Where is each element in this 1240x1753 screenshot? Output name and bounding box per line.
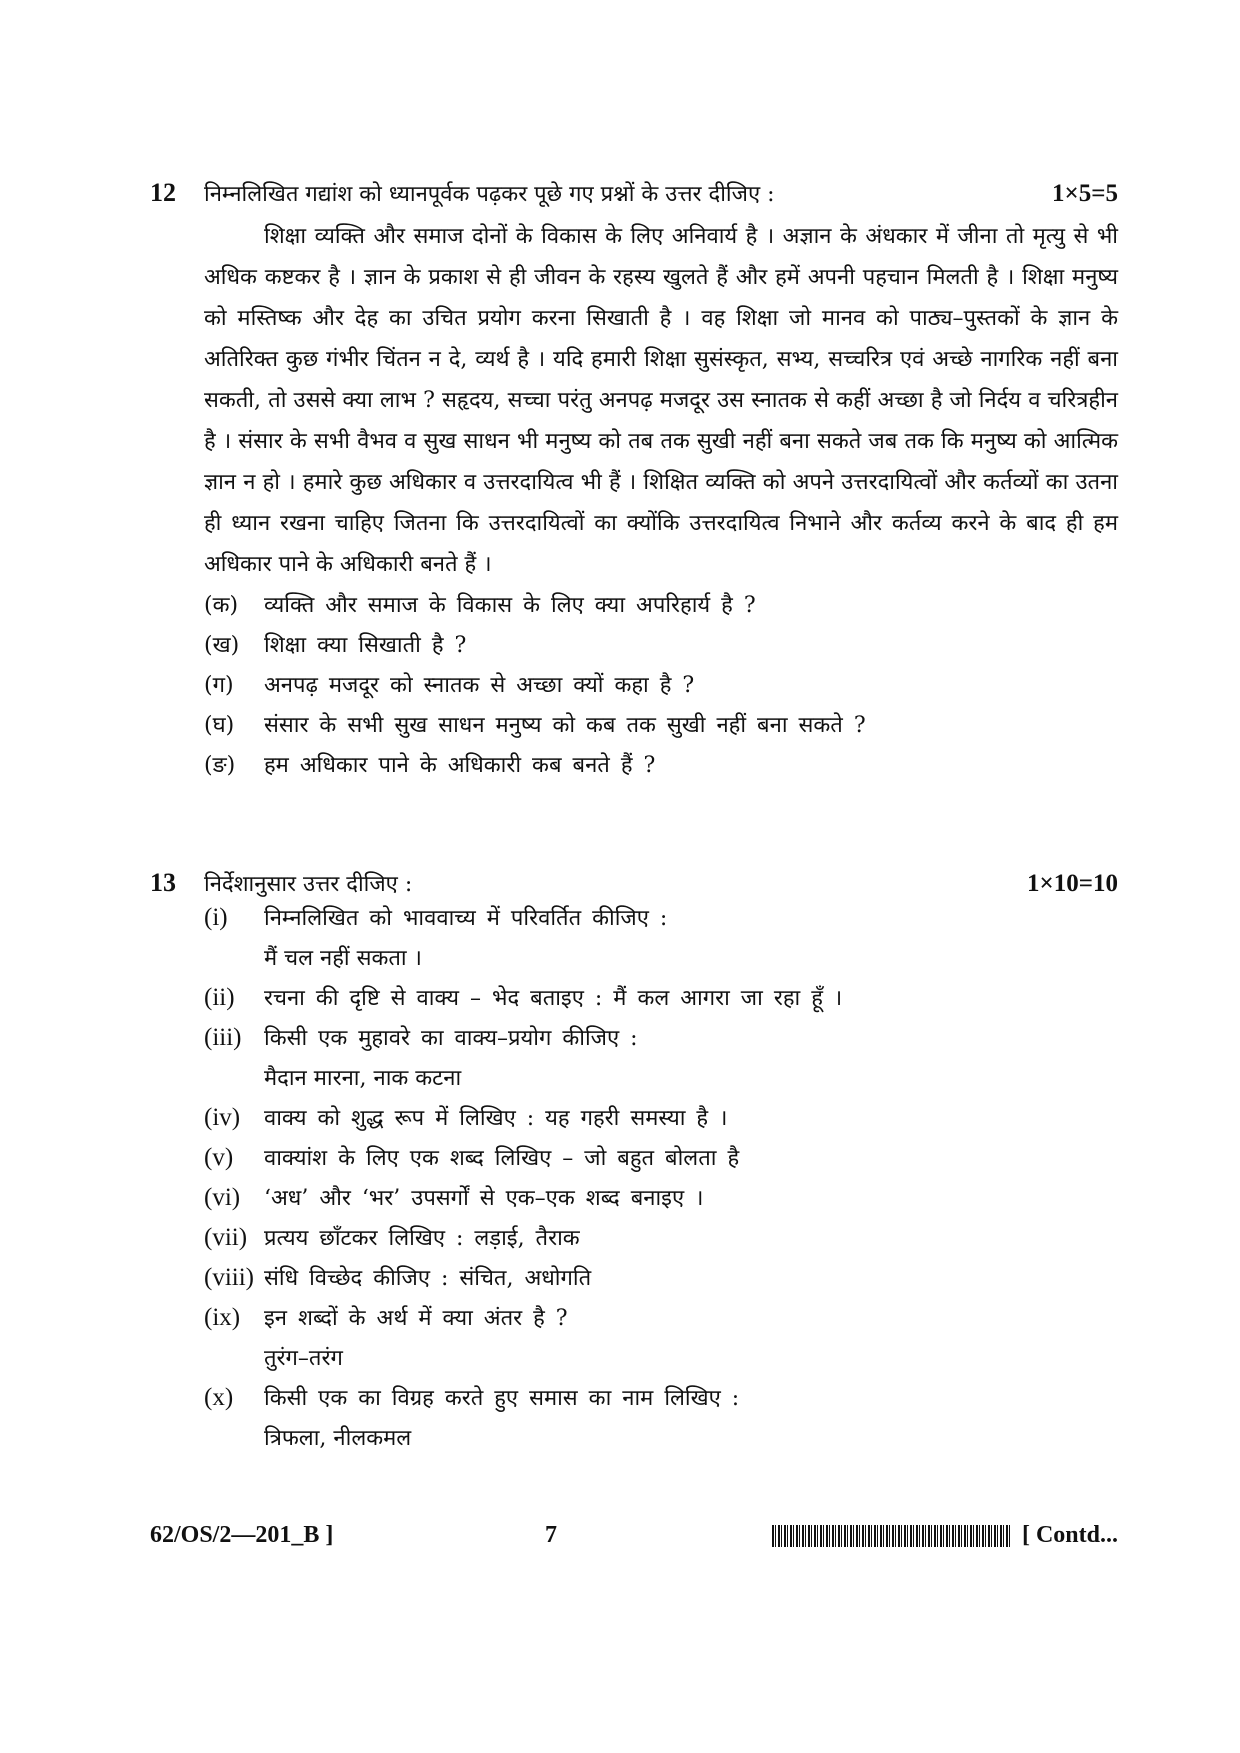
item-text: वाक्यांश के लिए एक शब्द लिखिए – जो बहुत बोलता है xyxy=(264,1146,740,1171)
item-subtext: तुरंग–तरंग xyxy=(264,1346,343,1371)
question-number: 13 xyxy=(150,868,176,897)
page-number: 7 xyxy=(544,1522,557,1548)
item-label: (ग) xyxy=(204,673,234,698)
item-label: (ख) xyxy=(204,633,240,658)
list-item xyxy=(204,1142,1118,1182)
item-text: संसार के सभी सुख साधन मनुष्य को कब तक सुखी नहीं बना सकते ? xyxy=(264,713,866,738)
item-label: (vi) xyxy=(204,1184,241,1211)
list-item xyxy=(204,749,1118,789)
question-13-header xyxy=(150,868,1118,898)
item-label: (ङ) xyxy=(204,753,236,778)
page-footer xyxy=(150,1522,1118,1549)
list-item xyxy=(204,1222,1118,1262)
contd-label: [ Contd... xyxy=(1021,1522,1118,1548)
list-item xyxy=(204,1262,1118,1302)
item-label: (v) xyxy=(204,1144,234,1171)
item-text: इन शब्दों के अर्थ में क्या अंतर है ? xyxy=(264,1306,568,1331)
question-number: 12 xyxy=(150,178,176,207)
question-12-header xyxy=(150,178,1118,208)
list-item xyxy=(204,982,1118,1022)
question-title: निम्नलिखित गद्यांश को ध्यानपूर्वक पढ़कर पूछे गए प्रश्नों के उत्तर दीजिए : xyxy=(204,182,775,207)
list-item xyxy=(204,1022,1118,1062)
question-12-items xyxy=(204,589,1118,789)
question-12 xyxy=(150,178,1118,789)
item-text: रचना की दृष्टि से वाक्य – भेद बताइए : मैं कल आगरा जा रहा हूँ । xyxy=(264,986,843,1011)
list-item xyxy=(204,709,1118,749)
question-marks: 1×10=10 xyxy=(1027,870,1118,897)
list-item xyxy=(204,669,1118,709)
passage: शिक्षा व्यक्ति और समाज दोनों के विकास के लिए अनिवार्य है । अज्ञान के अंधकार में जीना तो मृत्यु से भी अधिक कष्टकर है । ज्ञान के प्रकाश से ही जीवन के रहस्य खुलते हैं और हमें अपनी पहचान मिलती है । शिक्षा मनुष्य को मस्तिष्क और देह का उचित प्रयोग करना सिखाती है । वह शिक्षा जो मानव को पाठ्य–पुस्तकों के ज्ञान के अतिरिक्त कुछ गंभीर चिंतन न दे, व्यर्थ है । यदि हमारी शिक्षा सुसंस्कृत, सभ्य, सच्चरित्र एवं अच्छे नागरिक नहीं बना सकती, तो उससे क्या लाभ ? सहृदय, सच्चा परंतु अनपढ़ मजदूर उस स्नातक से कहीं अच्छा है जो निर्दय व चरित्रहीन है । संसार के सभी वैभव व सुख साधन भी मनुष्य को तब तक सुखी नहीं बना सकते जब तक कि मनुष्य को आत्मिक ज्ञान न हो । हमारे कुछ अधिकार व उत्तरदायित्व भी हैं । शिक्षित व्यक्ति को अपने उत्तरदायित्वों और कर्तव्यों का उतना ही ध्यान रखना चाहिए जितना कि उत्तरदायित्वों का क्योंकि उत्तरदायित्व निभाने और कर्तव्य करने के बाद ही हम अधिकार पाने के अधिकारी बनते हैं । xyxy=(204,224,1118,577)
item-label: (iii) xyxy=(204,1024,242,1051)
item-label: (ix) xyxy=(204,1304,241,1331)
item-text: किसी एक मुहावरे का वाक्य–प्रयोग कीजिए : xyxy=(264,1026,638,1051)
item-text: वाक्य को शुद्ध रूप में लिखिए : यह गहरी समस्या है । xyxy=(264,1106,728,1131)
item-text: व्यक्ति और समाज के विकास के लिए क्या अपरिहार्य है ? xyxy=(264,593,756,618)
item-label: (vii) xyxy=(204,1224,248,1251)
item-label: (iv) xyxy=(204,1104,241,1131)
list-item xyxy=(204,589,1118,629)
item-label: (क) xyxy=(204,593,239,618)
question-13 xyxy=(150,868,1118,1462)
paper-code: 62/OS/2—201_B ] xyxy=(150,1522,334,1548)
item-subtext: त्रिफला, नीलकमल xyxy=(264,1426,412,1451)
item-text: संधि विच्छेद कीजिए : संचित, अधोगति xyxy=(264,1266,592,1291)
item-text: किसी एक का विग्रह करते हुए समास का नाम लिखिए : xyxy=(264,1386,740,1411)
list-item xyxy=(204,902,1118,942)
question-marks: 1×5=5 xyxy=(1052,180,1118,207)
item-text: अनपढ़ मजदूर को स्नातक से अच्छा क्यों कहा है ? xyxy=(264,673,695,698)
question-title: निर्देशानुसार उत्तर दीजिए : xyxy=(204,872,413,897)
item-label: (i) xyxy=(204,904,228,931)
item-subtext: मैदान मारना, नाक कटना xyxy=(264,1066,462,1091)
list-item xyxy=(204,1182,1118,1222)
barcode xyxy=(772,1525,1012,1547)
item-text: निम्नलिखित को भाववाच्य में परिवर्तित कीजिए : xyxy=(264,906,668,931)
list-item xyxy=(204,1382,1118,1422)
item-label: (x) xyxy=(204,1384,234,1411)
item-text: शिक्षा क्या सिखाती है ? xyxy=(264,633,467,658)
list-item xyxy=(204,1102,1118,1142)
item-text: प्रत्यय छाँटकर लिखिए : लड़ाई, तैराक xyxy=(264,1226,580,1251)
list-item xyxy=(204,629,1118,669)
item-text: हम अधिकार पाने के अधिकारी कब बनते हैं ? xyxy=(264,753,656,778)
question-13-items xyxy=(204,902,1118,1462)
item-label: (viii) xyxy=(204,1264,254,1291)
item-text: ‘अध’ और ‘भर’ उपसर्गों से एक–एक शब्द बनाइए । xyxy=(264,1186,704,1211)
item-label: (घ) xyxy=(204,713,235,738)
list-item xyxy=(204,1302,1118,1342)
item-subtext: मैं चल नहीं सकता । xyxy=(264,946,422,971)
item-label: (ii) xyxy=(204,984,235,1011)
